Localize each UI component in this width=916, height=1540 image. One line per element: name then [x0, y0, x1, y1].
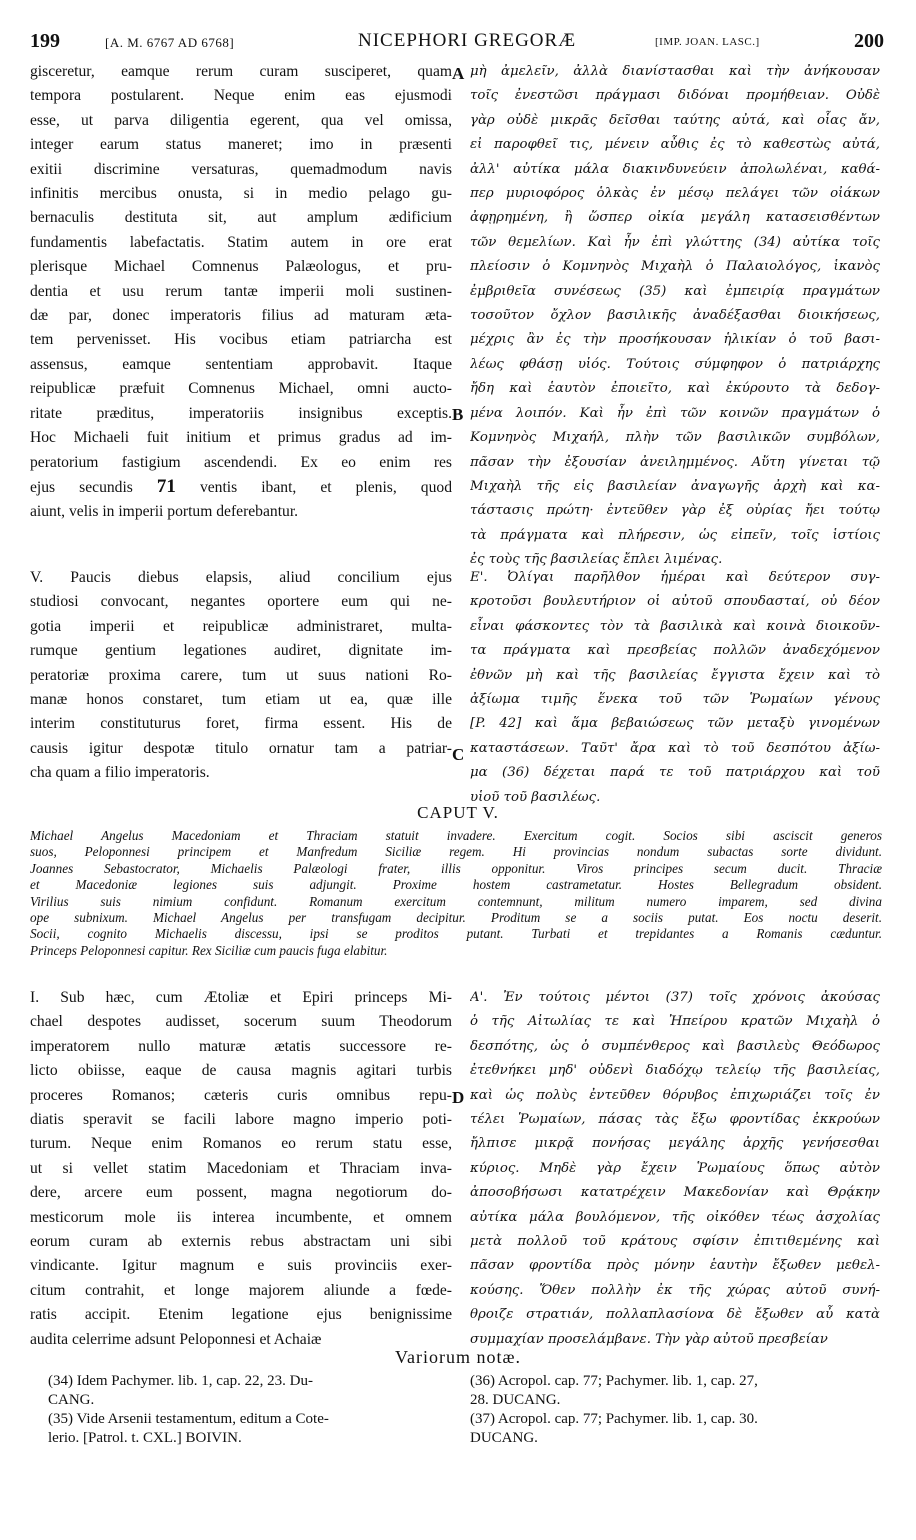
text-line: κύριος. Μηδὲ γὰρ ἔχειν Ῥωμαίους ὅπως αὐτὸν	[470, 1160, 880, 1176]
text-line: Μιχαὴλ τῆς εἰς βασιλείαν ἀναγωγῆς ἀρχὴ καὶ κα-	[470, 478, 880, 494]
text-line: εἰ παροφθεῖ τις, μένειν αὖθις ἐς τὸ καθεστὼς αὐτά,	[470, 137, 880, 153]
text-line: peratoriæ proxima carere, tum ut suus nationi Ro-	[30, 666, 452, 684]
text-line: καὶ ὡς πολὺς ἐντεῦθεν θόρυβος ἐπιχωριάζει τοῖς ἐν	[470, 1087, 880, 1103]
margin-marker-d: D	[452, 1088, 465, 1107]
text-line: citum contrahit, et longe majorem aliunde a fœde-	[30, 1281, 452, 1299]
text-line: τέλει Ῥωμαίων, πάσας τὰς ἔξω φροντίδας ἐκκρούων	[470, 1112, 880, 1128]
text-line: fundamentis labefactatis. Statim autem in ore erat	[30, 233, 452, 251]
text-line: μέχρις ἂν ἐς τὴν προσήκουσαν ἡλικίαν ὁ τοῦ βασι-	[470, 332, 880, 348]
footnote-continuation: lerio. [Patrol. t. CXL.] BOIVIN.	[48, 1430, 242, 1446]
text-line: chael despotes audisset, socerum suum Theodorum	[30, 1013, 452, 1031]
running-header	[30, 30, 896, 58]
text-line: infinitis mercibus onusta, si in medio pelago gu-	[30, 185, 452, 203]
footnote	[48, 1410, 444, 1448]
text-line: τοσοῦτον ὄχλον βασιλικῆς ἀναδέξασθαι διοικήσεως,	[470, 308, 880, 324]
text-line: causis igitur despotæ titulo ornatur tam a patriar-	[30, 739, 452, 757]
text-line: τῶν θεμελίων. Καὶ ἦν ἐπὶ γλώττης (34) αὐτίκα τοῖς	[470, 234, 880, 250]
running-head-right: [IMP. JOAN. LASC.]	[655, 36, 760, 48]
text-line: turum. Neque enim Romanos eo rerum statu esse,	[30, 1135, 452, 1153]
footnote-continuation: 28. DUCANG.	[470, 1392, 561, 1408]
text-fragment: ventis ibant, et plenis, quod	[175, 478, 452, 496]
text-line: γὰρ οὐδὲ μικρᾶς δεῖσθαι ταύτης αὐτά, καὶ οἷας ἄν,	[470, 112, 880, 128]
text-line: τα πράγματα καὶ πρεσβείας πολλῶν ἀναδεχόμενον	[470, 643, 880, 659]
inline-page-number: 71	[156, 475, 176, 497]
margin-marker-c: C	[452, 745, 465, 764]
text-line: V. Paucis diebus elapsis, aliud concilium ejus	[30, 569, 452, 586]
text-line: ratis accipit. Etenim legatione ejus benignissime	[30, 1306, 452, 1324]
text-line: tempora postularent. Neque enim eas ejusmodi	[30, 87, 452, 105]
summary-line: ope subnixum. Michael Angelus per transfugam decipitur. Proditum se a sociis putat. Eos noctu deserit.	[30, 910, 882, 926]
text-line: θροιζε στρατιάν, πολλαπλασίονα δὲ ἔξωθεν αὖ κατὰ	[470, 1307, 880, 1323]
summary-line: Virilius suis nimium confidunt. Romanum exercitum contemnunt, militum numero imparem, sed divina	[30, 893, 882, 909]
text-line: πᾶσαν τὴν ἐξουσίαν ἀνειλημμένος. Αὕτη γίνεται τῷ	[470, 454, 880, 470]
text-line: μένα λοιπόν. Καὶ ἦν ἐπὶ τῶν κοινῶν πραγμάτων ὁ	[470, 405, 880, 421]
text-line: manæ honos constaret, tum etiam ut ea, quæ ille	[30, 691, 452, 709]
text-line: ἐμβριθεῖα συνέσεως (35) καὶ ἐμπειρίᾳ πραγμάτων	[470, 283, 880, 299]
text-line: κροτοῦσι βουλευτήριον οἱ αὐτοῦ σπουδασταί, οὐ δέον	[470, 594, 880, 610]
text-fragment: ejus secundis	[30, 478, 157, 496]
text-line: ἀποσοβήσωσι κατατρέχειν Μακεδονίαν καὶ Θρᾴκην	[470, 1185, 880, 1201]
text-line: I. Sub hæc, cum Ætoliæ et Epiri princeps Mi-	[30, 989, 452, 1006]
text-line: [P. 42] καὶ ἅμα βεβαιώσεως τῶν μεταξὺ γινομένων	[470, 716, 880, 732]
text-line: dæ par, donec imperatoris filius ad maturam æta-	[30, 307, 452, 325]
text-line: aiunt, velis in imperii portum deferebantur.	[30, 503, 299, 521]
text-line: περ μυριοφόρος ὁλκὰς ἐν μέσῳ πελάγει τῶν οἰάκων	[470, 186, 880, 202]
text-line: ἐθνῶν μὴ καὶ τῆς βασιλείας ἔγγιστα ἔχειν καὶ τὸ	[470, 667, 880, 683]
summary-line: Joannes Sebastocrator, Michaelis Palæologi frater, illis opponitur. Viros principes secum ducit. Thraciæ	[30, 860, 882, 876]
text-line: assensus, eamque sententiam approbavit. Itaque	[30, 355, 452, 373]
text-line: κούσης. Ὅθεν πολλὴν ἐκ τῆς χώρας αὐτοῦ συνή-	[470, 1282, 880, 1298]
summary-line: Princeps Peloponnesi capitur. Rex Siciliæ cum paucis fuga elabitur.	[30, 942, 388, 958]
text-line: imperatorem nullo maturæ ætatis successore re-	[30, 1037, 452, 1055]
chapter-summary	[30, 828, 882, 959]
text-line: υἱοῦ τοῦ βασιλέως.	[470, 789, 601, 805]
latin-column-bottom	[30, 986, 452, 1352]
footnote	[470, 1410, 880, 1448]
footnote-continuation: CANG.	[48, 1392, 95, 1408]
text-line: eorum curam ab externis rebus abstractam uni sibi	[30, 1233, 452, 1251]
text-line: mesticorum mole iis interea incumbente, et omnem	[30, 1208, 452, 1226]
text-line: ὁ τῆς Αἰτωλίας τε καὶ Ἠπείρου κρατῶν Μιχαὴλ ὁ	[470, 1014, 880, 1030]
text-line: esse, ut parva diligentia egerent, qua vel omissa,	[30, 111, 452, 129]
greek-column-top	[470, 60, 880, 573]
text-line: ἤδη καὶ ἑαυτὸν ἐποιεῖτο, καὶ ἐκύρουτο τὰ δεδογ-	[470, 381, 880, 397]
text-line: tem pervenisset. His vocibus etiam patriarcha est	[30, 331, 452, 349]
notes-right	[470, 1372, 880, 1448]
text-line: λέως φθάσῃ υἱός. Τούτοις σύμφηφον ὁ πατριάρχης	[470, 356, 880, 372]
text-line: τὰ πράγματα καὶ πλήρεσιν, ὡς εἰπεῖν, τοῖς ἱστίοις	[470, 527, 880, 543]
summary-line: Socii, cognito Michaelis discessu, ipsi se proditos putant. Turbati et trepidantes a Romanis cæduntur.	[30, 926, 882, 942]
notes-left	[48, 1372, 444, 1448]
latin-column-mid	[30, 566, 452, 786]
footnote-text: (37) Acropol. cap. 77; Pachymer. lib. 1, cap. 30.	[470, 1411, 758, 1427]
text-line: εἶναι φάσκοντες τὸν τὰ βασιλικὰ καὶ κοινὰ διοικοῦν-	[470, 618, 880, 634]
text-line: dere, arcere eum possent, magna negotiorum do-	[30, 1184, 452, 1202]
text-line: μὴ ἀμελεῖν, ἀλλὰ διανίστασθαι καὶ τὴν ἀνήκουσαν	[470, 64, 880, 79]
text-line: ἐτεθνήκει μηδ' οὐδενὶ διαδόχῳ τελείῳ τῆς βασιλείας,	[470, 1063, 880, 1079]
text-line: vindicante. Igitur magnum e suis provinciis exer-	[30, 1257, 452, 1275]
text-line: interim constituturus foret, firma essent. His de	[30, 715, 452, 733]
running-title: NICEPHORI GREGORÆ	[358, 30, 577, 51]
text-line: gisceretur, eamque rerum curam susciperet, quam	[30, 63, 452, 80]
text-line	[30, 475, 452, 500]
text-line: bernaculis destituta sit, aut amplum ædificium	[30, 209, 452, 227]
summary-line: et Macedoniæ legiones suis adjungit. Proxime hostem castrametatur. Hostes Bellegradum obsident.	[30, 877, 882, 893]
text-line: ἐς τοὺς τῆς βασιλείας ἔπλει λιμένας.	[470, 552, 723, 568]
text-line: πᾶσαν φροντίδα πρὸς μόνην ἑαυτὴν ἔξωθεν μεθελ-	[470, 1258, 880, 1274]
text-line: Α'. Ἐν τούτοις μέντοι (37) τοῖς χρόνοις ἀκούσας	[470, 990, 880, 1005]
footnote	[48, 1372, 444, 1410]
text-line: dentia et usu rerum tantæ imperii moli sustinen-	[30, 282, 452, 300]
running-head-left: [A. M. 6767 AD 6768]	[105, 35, 235, 50]
text-line: reipublicæ præfuit Comnenus Michael, omni aucto-	[30, 380, 452, 398]
text-line: καταστάσεων. Ταῦτ' ἄρα καὶ τὸ τοῦ δεσπότου ἀξίω-	[470, 740, 880, 756]
text-line: diatis speravit se facili labore magno imperio poti-	[30, 1111, 452, 1129]
text-line: συμμαχίαν προσελάμβανε. Τὴν γὰρ αὐτοῦ πρεσβείαν	[470, 1331, 828, 1347]
page-number-left: 199	[30, 30, 60, 52]
latin-column-top	[30, 60, 452, 525]
notes-title: Variorum notæ.	[395, 1347, 521, 1367]
text-line: cha quam a filio imperatoris.	[30, 764, 210, 782]
text-line: αὐτίκα μάλα βουλόμενον, τῆς οἰκόθεν τέως ἀσχολίας	[470, 1209, 880, 1225]
greek-column-bottom	[470, 986, 880, 1352]
footnote-text: (34) Idem Pachymer. lib. 1, cap. 22, 23. Du-	[48, 1373, 313, 1389]
text-line: ἀξίωμα τιμῆς ἕνεκα τοῦ τῶν Ῥωμαίων γένους	[470, 692, 880, 708]
text-line: δεσπότης, ὡς ὁ συμπένθερος καὶ βασιλεὺς Θεόδωρος	[470, 1038, 880, 1054]
text-line: τάστασις πρώτη· ἐντεῦθεν γὰρ ἐξ οὐρίας ἤει τούτῳ	[470, 503, 880, 519]
text-line: plerisque Michael Comnenus Palæologus, et pru-	[30, 258, 452, 276]
text-line: rumque gentium legationes audiret, dignitate im-	[30, 642, 452, 660]
text-line: μα (36) δέχεται παρά τε τοῦ πατριάρχου καὶ τοῦ	[470, 765, 880, 781]
text-line: licto obiisse, eaque de causa magnis agitari turbis	[30, 1062, 452, 1080]
footnote	[470, 1372, 880, 1410]
chapter-heading: CAPUT V.	[417, 803, 499, 822]
text-line: exitii discrimine versaturas, quemadmodum navis	[30, 160, 452, 178]
text-line: studiosi convocant, negantes oportere eum qui ne-	[30, 593, 452, 611]
text-line: ritate præditus, imperatoriis insignibus exceptis.	[30, 404, 452, 422]
text-line: ἀφῃρημένη, ἢ ὥσπερ οἰκία μεγάλη κατασεισθέντων	[470, 210, 880, 226]
text-line: audita celerrime adsunt Peloponnesi et Achaiæ	[30, 1330, 322, 1348]
text-line: proceres Romanos; cæteris curis omnibus repu-	[30, 1086, 452, 1104]
margin-marker-b: B	[452, 405, 464, 424]
text-line: πλείοσιν ὁ Κομνηνὸς Μιχαὴλ ὁ Παλαιολόγος, ἱκανὸς	[470, 259, 880, 275]
text-line: Hoc Michaeli fuit initium et primus gradus ad im-	[30, 429, 452, 447]
text-line: μετὰ πολλοῦ τοῦ κράτους σφίσιν ἐπιτιθεμένης καὶ	[470, 1234, 880, 1250]
text-line: ut si vellet statim Macedoniam et Thraciam inva-	[30, 1159, 452, 1177]
greek-column-mid	[470, 566, 880, 810]
footnote-text: (36) Acropol. cap. 77; Pachymer. lib. 1, cap. 27,	[470, 1373, 758, 1389]
summary-line: Michael Angelus Macedoniam et Thraciam statuit invadere. Exercitum cogit. Socios sibi asciscit generos	[30, 828, 882, 843]
text-line: ἀλλ' αὐτίκα μάλα διακινδυνεύειν ἀπολωλέναι, καθά-	[470, 161, 880, 177]
footnote-continuation: DUCANG.	[470, 1430, 538, 1446]
text-line: gotia imperii et reipublicæ administraret, multa-	[30, 617, 452, 635]
page-number-right: 200	[854, 30, 884, 52]
text-line: peratorium fastigium ascendendi. Ex eo enim res	[30, 453, 452, 471]
text-line: Κομνηνὸς Μιχαήλ, πλὴν τῶν βασιλικῶν συμβόλων,	[470, 430, 880, 446]
footnote-text: (35) Vide Arsenii testamentum, editum a Cote-	[48, 1411, 329, 1427]
text-line: Ε'. Ὀλίγαι παρῆλθον ἡμέραι καὶ δεύτερον συγ-	[470, 570, 880, 585]
text-line: τοῖς ἐνεστῶσι πράγμασι διδόναι προμήθειαν. Οὐδὲ	[470, 88, 880, 104]
text-line: ἤλπισε μικρᾷ πονήσας μεγάλης ἀρχῆς γενήσεσθαι	[470, 1136, 880, 1152]
margin-marker-a: A	[452, 64, 465, 83]
summary-line: suos, Peloponnesi principem et Manfredum Siciliæ regem. Hi provincias nondum subactas sorte dividunt.	[30, 844, 882, 860]
text-line: integer earum status maneret; imo in præsenti	[30, 136, 452, 154]
